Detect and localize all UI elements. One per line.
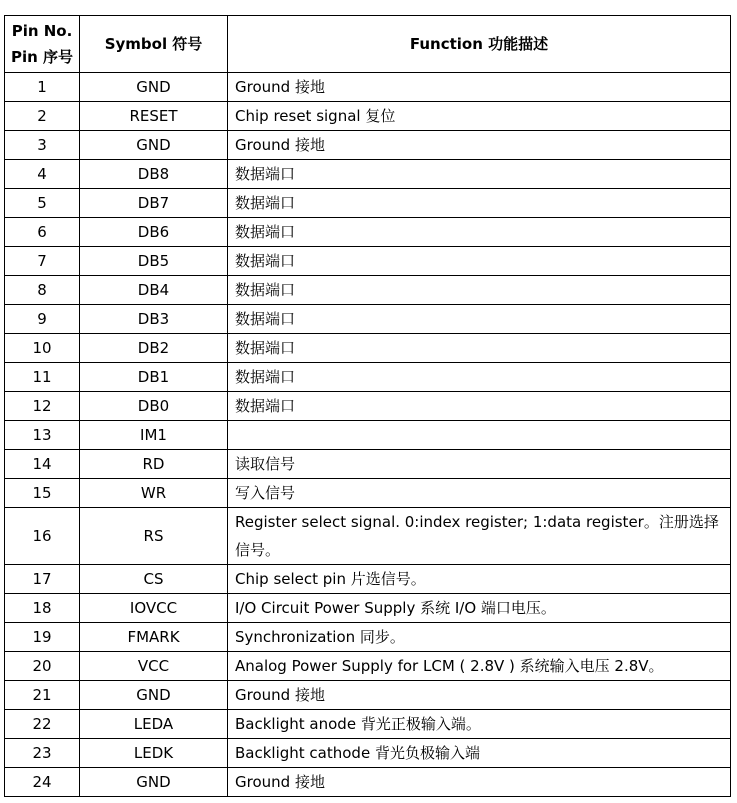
symbol-cell: IM1	[80, 421, 228, 450]
symbol-cell: RS	[80, 508, 228, 565]
pin-number-cell: 2	[5, 102, 80, 131]
pin-number-cell: 19	[5, 623, 80, 652]
symbol-cell: DB7	[80, 189, 228, 218]
pin-number-cell: 6	[5, 218, 80, 247]
table-row	[5, 131, 731, 160]
symbol-cell: LEDK	[80, 739, 228, 768]
table-row	[5, 247, 731, 276]
pin-number-cell: 12	[5, 392, 80, 421]
pin-number-cell: 16	[5, 508, 80, 565]
symbol-cell: DB6	[80, 218, 228, 247]
symbol-cell: FMARK	[80, 623, 228, 652]
symbol-cell: DB8	[80, 160, 228, 189]
function-cell: Register select signal. 0:index register; 1:data register。注册选择信号。	[228, 508, 731, 565]
pin-number-cell: 20	[5, 652, 80, 681]
pin-number-cell: 13	[5, 421, 80, 450]
pin-number-cell: 24	[5, 768, 80, 797]
table-row	[5, 363, 731, 392]
symbol-cell: DB4	[80, 276, 228, 305]
table-row	[5, 421, 731, 450]
table-row	[5, 479, 731, 508]
function-cell: Synchronization 同步。	[228, 623, 731, 652]
pin-number-cell: 10	[5, 334, 80, 363]
function-cell: 数据端口	[228, 189, 731, 218]
table-row	[5, 305, 731, 334]
table-row	[5, 102, 731, 131]
symbol-cell: LEDA	[80, 710, 228, 739]
symbol-header: Symbol 符号	[80, 16, 228, 73]
table-row	[5, 189, 731, 218]
function-cell: Ground 接地	[228, 768, 731, 797]
pin-number-cell: 8	[5, 276, 80, 305]
table-row	[5, 768, 731, 797]
pin-number-cell: 14	[5, 450, 80, 479]
function-cell: 数据端口	[228, 218, 731, 247]
function-cell: 数据端口	[228, 247, 731, 276]
table-body	[5, 73, 731, 797]
symbol-cell: IOVCC	[80, 594, 228, 623]
function-cell: 数据端口	[228, 160, 731, 189]
symbol-cell: CS	[80, 565, 228, 594]
function-cell	[228, 421, 731, 450]
function-cell: Ground 接地	[228, 73, 731, 102]
function-cell: Analog Power Supply for LCM ( 2.8V ) 系统输入电压 2.8V。	[228, 652, 731, 681]
table-row	[5, 710, 731, 739]
table-row	[5, 392, 731, 421]
table-row	[5, 73, 731, 102]
symbol-cell: GND	[80, 73, 228, 102]
table-header-row	[5, 16, 731, 73]
table-row	[5, 450, 731, 479]
symbol-cell: GND	[80, 681, 228, 710]
symbol-cell: DB1	[80, 363, 228, 392]
pin-number-cell: 22	[5, 710, 80, 739]
table-row	[5, 652, 731, 681]
pin-number-cell: 17	[5, 565, 80, 594]
symbol-cell: DB0	[80, 392, 228, 421]
pin-number-cell: 3	[5, 131, 80, 160]
symbol-cell: DB5	[80, 247, 228, 276]
function-cell: 数据端口	[228, 305, 731, 334]
pin-number-cell: 4	[5, 160, 80, 189]
function-cell: 数据端口	[228, 334, 731, 363]
table-row	[5, 218, 731, 247]
pin-number-cell: 15	[5, 479, 80, 508]
function-cell: Backlight anode 背光正极输入端。	[228, 710, 731, 739]
symbol-cell: GND	[80, 131, 228, 160]
function-cell: Chip select pin 片选信号。	[228, 565, 731, 594]
pin-number-cell: 23	[5, 739, 80, 768]
table-row	[5, 508, 731, 565]
pin-number-cell: 7	[5, 247, 80, 276]
function-cell: 数据端口	[228, 392, 731, 421]
page-bottom-margin	[0, 797, 737, 803]
symbol-cell: RESET	[80, 102, 228, 131]
pin-number-cell: 21	[5, 681, 80, 710]
function-header: Function 功能描述	[228, 16, 731, 73]
function-cell: 数据端口	[228, 363, 731, 392]
function-cell: I/O Circuit Power Supply 系统 I/O 端口电压。	[228, 594, 731, 623]
pin-number-cell: 5	[5, 189, 80, 218]
pin-definition-table	[4, 15, 731, 797]
pin-number-cell: 1	[5, 73, 80, 102]
function-cell: Chip reset signal 复位	[228, 102, 731, 131]
pin-header-line-2: Pin 序号	[10, 48, 74, 66]
pin-number-cell: 18	[5, 594, 80, 623]
symbol-cell: WR	[80, 479, 228, 508]
table-row	[5, 739, 731, 768]
table-row	[5, 594, 731, 623]
function-cell: 读取信号	[228, 450, 731, 479]
function-cell: 数据端口	[228, 276, 731, 305]
symbol-cell: DB3	[80, 305, 228, 334]
symbol-cell: VCC	[80, 652, 228, 681]
function-cell: Backlight cathode 背光负极输入端	[228, 739, 731, 768]
table-row	[5, 276, 731, 305]
symbol-cell: RD	[80, 450, 228, 479]
function-cell: 写入信号	[228, 479, 731, 508]
function-cell: Ground 接地	[228, 681, 731, 710]
table-row	[5, 565, 731, 594]
pin-header-line-1: Pin No.	[11, 22, 73, 40]
table-row	[5, 334, 731, 363]
pin-number-cell: 11	[5, 363, 80, 392]
table-row	[5, 160, 731, 189]
symbol-cell: DB2	[80, 334, 228, 363]
table-row	[5, 623, 731, 652]
table-row	[5, 681, 731, 710]
symbol-cell: GND	[80, 768, 228, 797]
function-cell: Ground 接地	[228, 131, 731, 160]
pin-number-header	[5, 16, 80, 73]
pin-number-cell: 9	[5, 305, 80, 334]
